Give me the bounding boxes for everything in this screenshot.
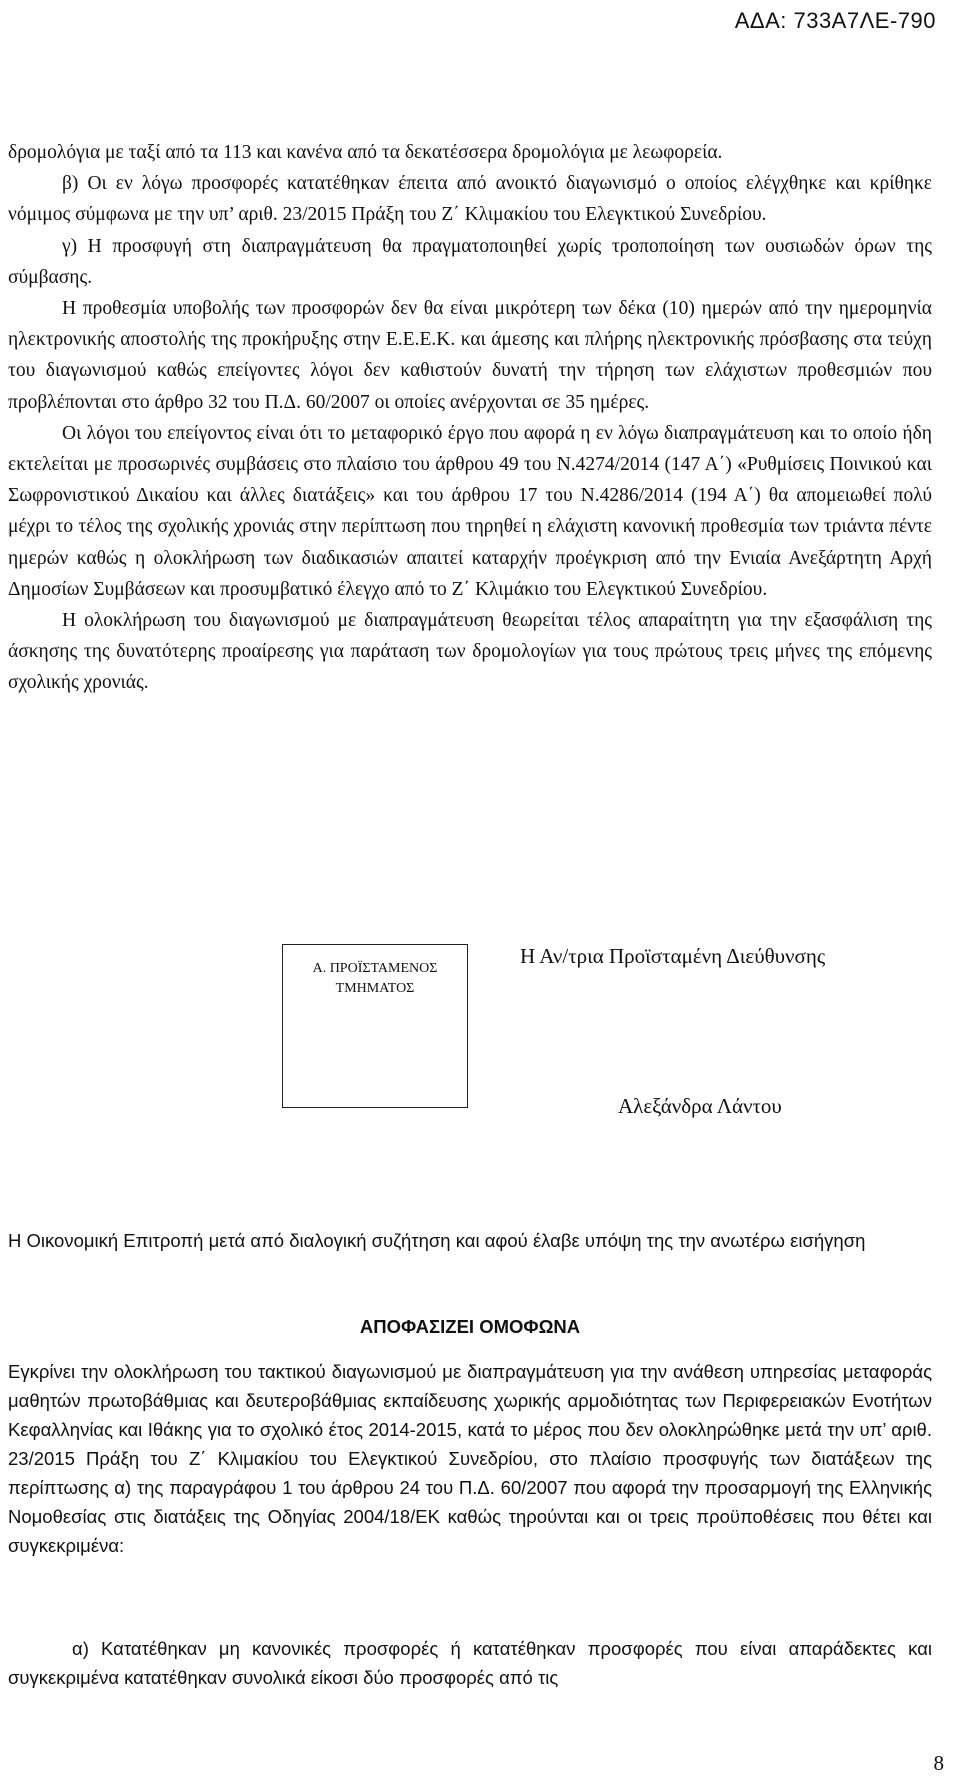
page-number: 8 bbox=[933, 1751, 944, 1775]
paragraph-b: β) Οι εν λόγω προσφορές κατατέθηκαν έπειτα από ανοικτό διαγωνισμό ο οποίος ελέγχθηκε και κρίθηκε νόμιμος σύμφωνα με την υπ’ αριθ. 23/2015 Πράξη του Ζ΄ Κλιμακίου του Ελεγκτικού Συνεδρίου. bbox=[8, 173, 932, 226]
paragraph-deadline: Η προθεσμία υποβολής των προσφορών δεν θα είναι μικρότερη των δέκα (10) ημερών από την ημερομηνία ηλεκτρονικής αποστολής της προκήρυξης στην Ε.Ε.Ε.Κ. και άμεσης και πλήρης ηλεκτρονικής πρόσβασης στα τεύχη του διαγωνισμού καθώς επείγοντες λόγοι δεν καθιστούν δυνατή την τήρηση των ελάχιστων προθεσμιών που προβλέπονται στο άρθρο 32 του Π.Δ. 60/2007 οι οποίες ανέρχονται σε 35 ημέρες. bbox=[8, 298, 932, 413]
decision-paragraph bbox=[8, 1357, 932, 1560]
decision-text: Εγκρίνει την ολοκλήρωση του τακτικού διαγωνισμού με διαπραγμάτευση για την ανάθεση υπηρεσίας μεταφοράς μαθητών πρωτοβάθμιας και δευτεροβάθμιας εκπαίδευσης χωρικής αρμοδιότητας των Περιφερειακών Ενοτήτων Κεφαλληνίας και Ιθάκης για το σχολικό έτος 2014-2015, κατά το μέρος που δεν ολοκληρώθηκε μετά την υπ’ αριθ. 23/2015 Πράξη του Ζ΄ Κλιμακίου του Ελεγκτικού Συνεδρίου, στο πλαίσιο προσφυγής των διατάξεων της περίπτωσης α) της παραγράφου 1 του άρθρου 24 του Π.Δ. 60/2007 που αφορά την προσαρμογή της Ελληνικής Νομοθεσίας στις διατάξεις της Οδηγίας 2004/18/ΕΚ καθώς τηρούνται και οι τρεις προϋποθέσεις που θέτει και συγκεκριμένα: bbox=[8, 1361, 932, 1556]
paragraph-urgency: Οι λόγοι του επείγοντος είναι ότι το μεταφορικό έργο που αφορά η εν λόγω διαπραγμάτευση και το οποίο ήδη εκτελείται με προσωρινές συμβάσεις στο πλαίσιο του άρθρου 49 του Ν.4274/2014 (147 Α΄) «Ρυθμίσεις Ποινικού και Σωφρονιστικού Δικαίου και άλλες διατάξεις» και του άρθρου 17 του Ν.4286/2014 (194 Α΄) θα απομειωθεί πολύ μέχρι το τέλος της σχολικής χρονιάς στην περίπτωση που τηρηθεί η ελάχιστη κανονική προθεσμία των τριάντα πέντε ημερών καθώς η ολοκλήρωση των διαδικασιών απαιτεί καταρχήν προέγκριση από την Ενιαία Ανεξάρτητη Αρχή Δημοσίων Συμβάσεων και προσυμβατικό έλεγχο από το Ζ΄ Κλιμάκιο του Ελεγκτικού Συνεδρίου. bbox=[8, 422, 932, 600]
paragraph-c: γ) Η προσφυγή στη διαπραγμάτευση θα πραγματοποιηθεί χωρίς τροποποίηση των ουσιωδών όρων της σύμβασης. bbox=[8, 235, 932, 288]
decision-heading: ΑΠΟΦΑΣΙΖΕΙ ΟΜΟΦΩΝΑ bbox=[359, 1316, 581, 1337]
stamp-line-1: Α. ΠΡΟΪΣΤΑΜΕΝΟΣ bbox=[312, 961, 438, 976]
paragraph-conclusion: Η ολοκλήρωση του διαγωνισμού με διαπραγμάτευση θεωρείται τέλος απαραίτητη για την εξασφάλιση της άσκησης της δυνατότερης προαίρεσης για παράταση των δρομολογίων για τους πρώτους τρεις μήνες της επόμενης σχολικής χρονιάς. bbox=[8, 610, 932, 694]
committee-paragraph bbox=[8, 1226, 932, 1255]
stamp-text bbox=[283, 959, 467, 999]
signature-title: Η Αν/τρια Προϊσταμένη Διεύθυνσης bbox=[520, 944, 826, 968]
paragraph-continuation: δρομολόγια με ταξί από τα 113 και κανένα από τα δεκατέσσερα δρομολόγια με λεωφορεία. bbox=[8, 142, 723, 163]
signature-name: Αλεξάνδρα Λάντου bbox=[618, 1094, 782, 1118]
proposal-body bbox=[8, 137, 932, 699]
decision-item-a bbox=[8, 1634, 932, 1692]
stamp-box bbox=[282, 944, 468, 1108]
stamp-line-2: ΤΜΗΜΑΤΟΣ bbox=[335, 981, 415, 996]
committee-text: Η Οικονομική Επιτροπή μετά από διαλογική συζήτηση και αφού έλαβε υπόψη της την ανωτέρω εισήγηση bbox=[8, 1230, 866, 1251]
decision-item-a-text: α) Κατατέθηκαν μη κανονικές προσφορές ή κατατέθηκαν προσφορές που είναι απαράδεκτες και συγκεκριμένα κατατέθηκαν συνολικά είκοσι δύο προσφορές από τις bbox=[8, 1638, 932, 1688]
ada-code: ΑΔΑ: 733Α7ΛΕ-790 bbox=[734, 8, 936, 33]
